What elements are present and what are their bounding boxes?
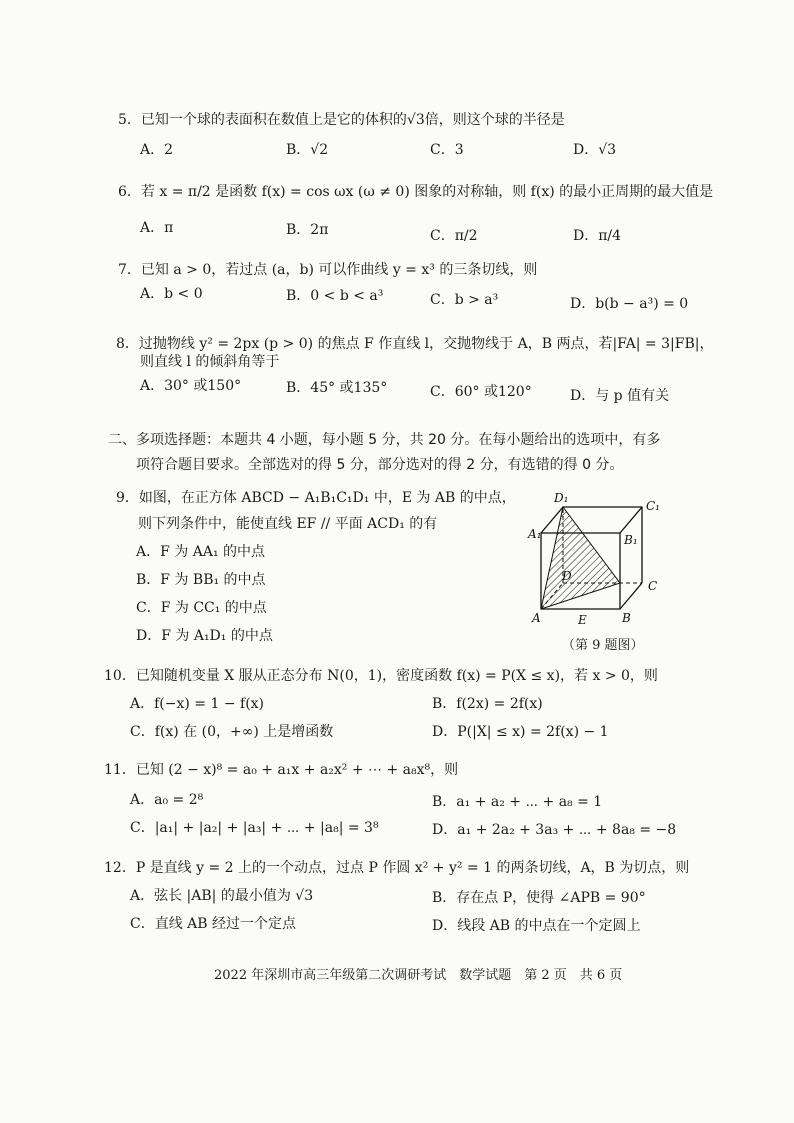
q12-stem: 12．P 是直线 y = 2 上的一个动点，过点 P 作圆 x² + y² = 1 的两条切线，A，B 为切点，则	[104, 860, 690, 876]
q9-option-c: C．F 为 CC₁ 的中点	[136, 600, 267, 616]
q10-option-a: A．f(−x) = 1 − f(x)	[130, 696, 265, 712]
q9-option-b: B．F 为 BB₁ 的中点	[136, 572, 266, 588]
q8-stem-line2: 则直线 l 的倾斜角等于	[140, 354, 280, 370]
q5-option-b: B．√2	[286, 142, 329, 158]
label-c1: C₁	[646, 499, 660, 513]
label-b1: B₁	[624, 533, 638, 547]
q10-stem: 10．已知随机变量 X 服从正态分布 N(0，1)，密度函数 f(x) = P(X ≤ x)，若 x > 0，则	[104, 668, 658, 684]
q7-option-c: C．b > a³	[430, 292, 499, 308]
q11-option-c: C．|a₁| + |a₂| + |a₃| + ⋯ + |a₈| = 3⁸	[130, 820, 379, 836]
q6-option-a: A．π	[140, 220, 174, 236]
q8-option-a: A．30° 或150°	[140, 378, 242, 394]
q8-option-d: D．与 p 值有关	[570, 388, 670, 404]
cube-figure	[526, 488, 676, 628]
q12-option-a: A．弦长 |AB| 的最小值为 √3	[130, 888, 314, 904]
label-e: E	[578, 613, 587, 627]
q7-stem: 7．已知 a > 0，若过点 (a，b) 可以作曲线 y = x³ 的三条切线，则	[118, 262, 538, 278]
section2-heading-line2: 项符合题目要求。全部选对的得 5 分，部分选对的得 2 分，有选错的得 0 分。	[136, 457, 624, 473]
q5-option-c: C．3	[430, 142, 464, 158]
q8-option-c: C．60° 或120°	[430, 384, 532, 400]
q8-option-b: B．45° 或135°	[286, 380, 388, 396]
q6-option-b: B．2π	[286, 222, 329, 238]
page-footer: 2022 年深圳市高三年级第二次调研考试 数学试题 第 2 页 共 6 页	[214, 968, 623, 983]
q9-figure-caption: （第 9 题图）	[562, 638, 644, 653]
q11-option-b: B．a₁ + a₂ + ⋯ + a₈ = 1	[432, 794, 603, 810]
edge-b-c	[620, 583, 642, 609]
edge-b1-c1	[620, 507, 642, 533]
q9-option-d: D．F 为 A₁D₁ 的中点	[136, 628, 273, 644]
q10-option-c: C．f(x) 在 (0，+∞) 上是增函数	[130, 724, 334, 740]
q6-option-d: D．π/4	[573, 228, 622, 244]
triangle-acd1	[541, 507, 620, 609]
q12-option-b: B．存在点 P，使得 ∠APB = 90°	[432, 890, 646, 906]
label-a: A	[532, 611, 541, 625]
q10-option-b: B．f(2x) = 2f(x)	[432, 696, 543, 712]
q11-option-a: A．a₀ = 2⁸	[130, 792, 204, 808]
q9-stem-line1: 9．如图，在正方体 ABCD − A₁B₁C₁D₁ 中，E 为 AB 的中点，	[116, 490, 516, 506]
q6-stem: 6．若 x = π/2 是函数 f(x) = cos ωx (ω ≠ 0) 图象的对称轴，则 f(x) 的最小正周期的最大值是	[118, 184, 714, 200]
q6-option-c: C．π/2	[430, 228, 478, 244]
q7-option-a: A．b < 0	[140, 286, 203, 302]
section2-heading-line1: 二、多项选择题：本题共 4 小题，每小题 5 分，共 20 分。在每小题给出的选项中，有多	[108, 432, 661, 448]
q11-stem: 11．已知 (2 − x)⁸ = a₀ + a₁x + a₂x² + ⋯ + a₈x⁸，则	[104, 762, 459, 778]
q7-option-b: B．0 < b < a³	[286, 288, 384, 304]
label-d: D	[562, 569, 572, 583]
label-a1: A₁	[528, 527, 542, 541]
q5-option-d: D．√3	[573, 142, 617, 158]
label-b: B	[622, 611, 631, 625]
q8-stem-line1: 8．过抛物线 y² = 2px (p > 0) 的焦点 F 作直线 l，交抛物线于 A，B 两点，若|FA| = 3|FB|，	[116, 336, 714, 352]
q11-option-d: D．a₁ + 2a₂ + 3a₃ + ⋯ + 8a₈ = −8	[432, 822, 677, 838]
q12-option-d: D．线段 AB 的中点在一个定圆上	[432, 918, 641, 934]
q7-option-d: D．b(b − a³) = 0	[570, 296, 689, 312]
q9-option-a: A．F 为 AA₁ 的中点	[136, 544, 266, 560]
q5-option-a: A．2	[140, 142, 174, 158]
q5-stem: 5．已知一个球的表面积在数值上是它的体积的√3倍，则这个球的半径是	[118, 112, 565, 128]
label-d1: D₁	[554, 491, 569, 505]
q10-option-d: D．P(|X| ≤ x) = 2f(x) − 1	[432, 724, 609, 740]
q12-option-c: C．直线 AB 经过一个定点	[130, 916, 297, 932]
label-c: C	[648, 579, 658, 593]
q9-stem-line2: 则下列条件中，能使直线 EF // 平面 ACD₁ 的有	[138, 516, 438, 532]
